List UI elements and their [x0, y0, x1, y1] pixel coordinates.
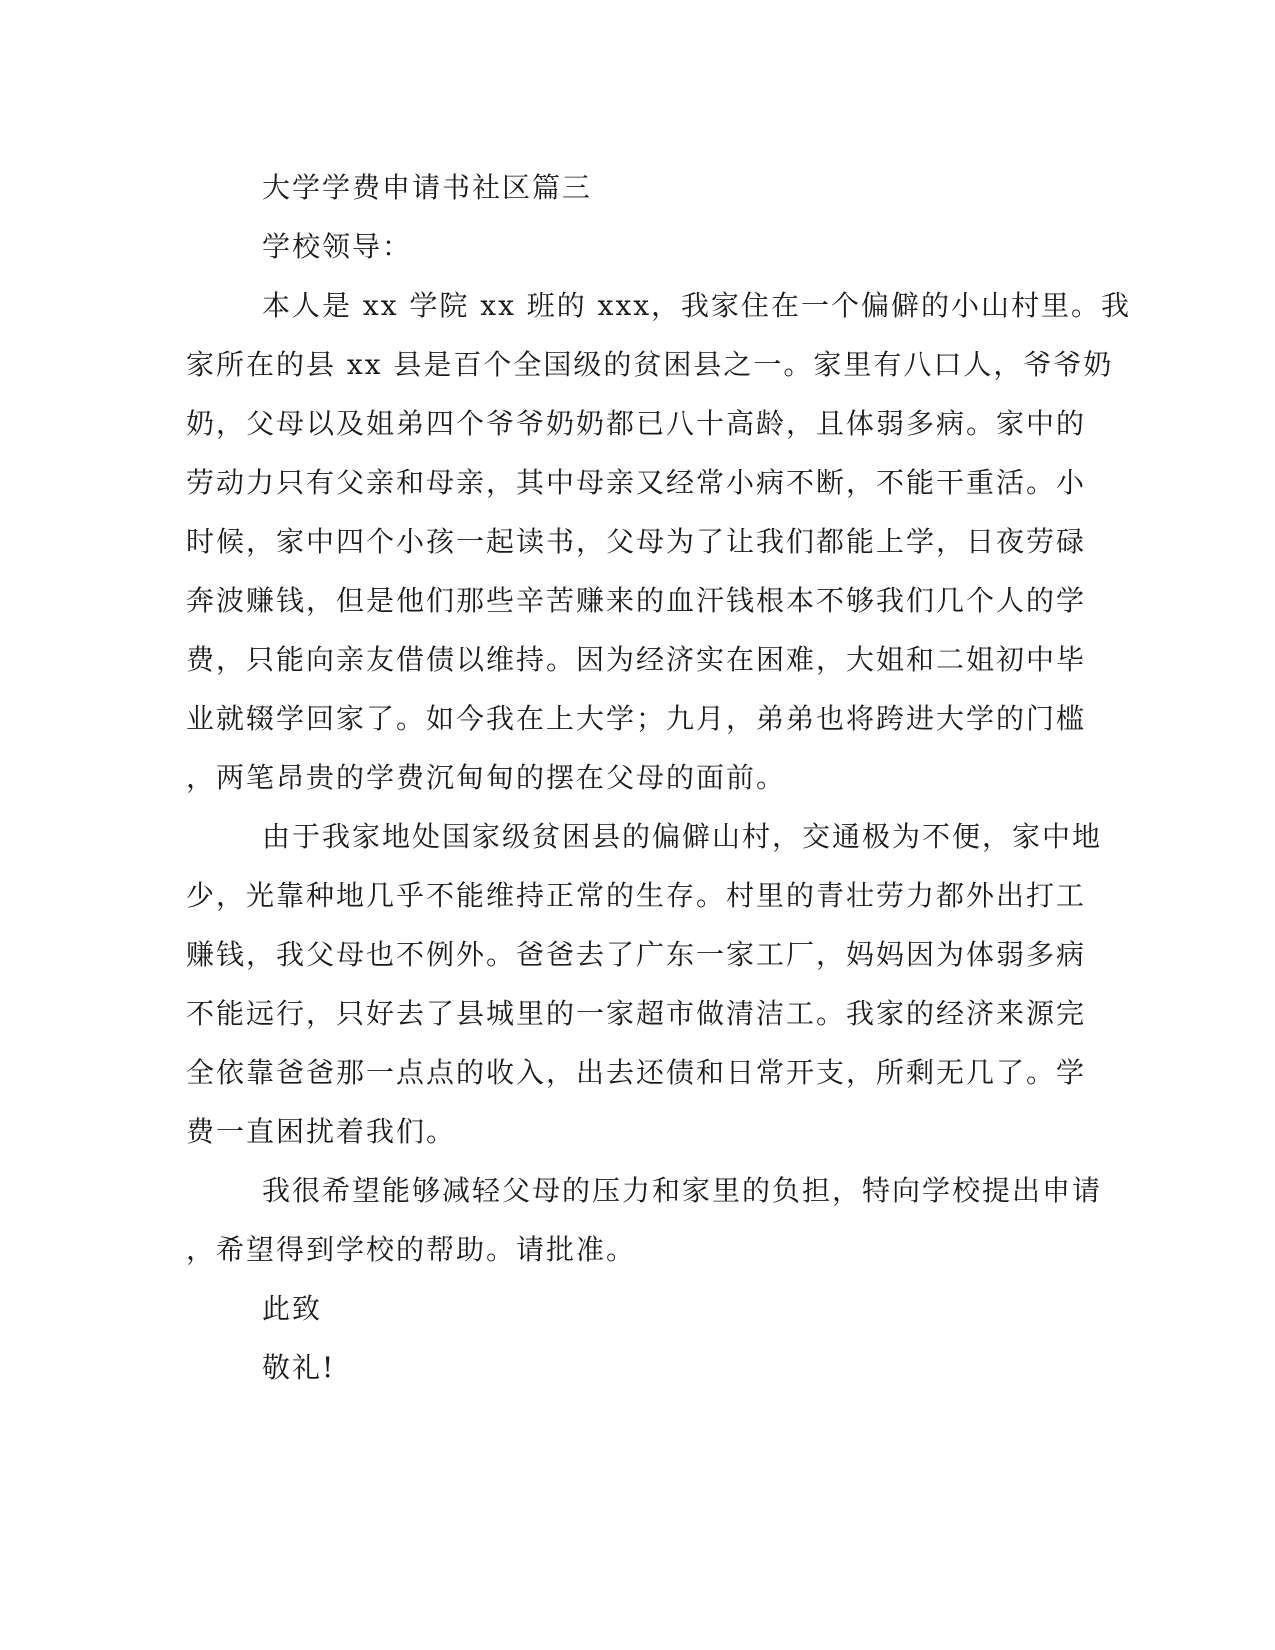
- paragraph-1-line: 奶，父母以及姐弟四个爷爷奶奶都已八十高龄，且体弱多病。家中的: [186, 407, 1087, 440]
- salutation: 学校领导：: [262, 230, 413, 263]
- paragraph-3-line: 我很希望能够减轻父母的压力和家里的负担，特向学校提出申请: [262, 1174, 1103, 1207]
- letter-body: [186, 158, 1132, 1397]
- paragraph-2-line: 不能远行，只好去了县城里的一家超市做清洁工。我家的经济来源完: [186, 997, 1087, 1030]
- paragraph-3-line: ，希望得到学校的帮助。请批准。: [186, 1233, 637, 1266]
- paragraph-1-line: 劳动力只有父亲和母亲，其中母亲又经常小病不断，不能干重活。小: [186, 466, 1087, 499]
- paragraph-1-line: 时候，家中四个小孩一起读书，父母为了让我们都能上学，日夜劳碌: [186, 525, 1087, 558]
- paragraph-2-line: 费一直困扰着我们。: [186, 1115, 457, 1148]
- paragraph-2-line: 赚钱，我父母也不例外。爸爸去了广东一家工厂，妈妈因为体弱多病: [186, 938, 1087, 971]
- paragraph-2-line: 由于我家地处国家级贫困县的偏僻山村，交通极为不便，家中地: [262, 820, 1103, 853]
- paragraph-1-line: 家所在的县 xx 县是百个全国级的贫困县之一。家里有八口人，爷爷奶: [186, 348, 1114, 381]
- paragraph-2-line: 全依靠爸爸那一点点的收入，出去还债和日常开支，所剩无几了。学: [186, 1056, 1087, 1089]
- paragraph-2-line: 少，光靠种地几乎不能维持正常的生存。村里的青壮劳力都外出打工: [186, 879, 1087, 912]
- closing-regards: 敬礼!: [262, 1351, 336, 1384]
- paragraph-1-line: 费，只能向亲友借债以维持。因为经济实在困难，大姐和二姐初中毕: [186, 643, 1087, 676]
- paragraph-1-line: 本人是 xx 学院 xx 班的 xxx，我家住在一个偏僻的小山村里。我: [262, 289, 1132, 322]
- paragraph-1-line: ，两笔昂贵的学费沉甸甸的摆在父母的面前。: [186, 761, 787, 794]
- document-title: 大学学费申请书社区篇三: [262, 171, 593, 204]
- paragraph-1-line: 业就辍学回家了。如今我在上大学；九月，弟弟也将跨进大学的门槛: [186, 702, 1087, 735]
- paragraph-1-line: 奔波赚钱，但是他们那些辛苦赚来的血汗钱根本不够我们几个人的学: [186, 584, 1087, 617]
- closing-line: 此致: [262, 1292, 323, 1325]
